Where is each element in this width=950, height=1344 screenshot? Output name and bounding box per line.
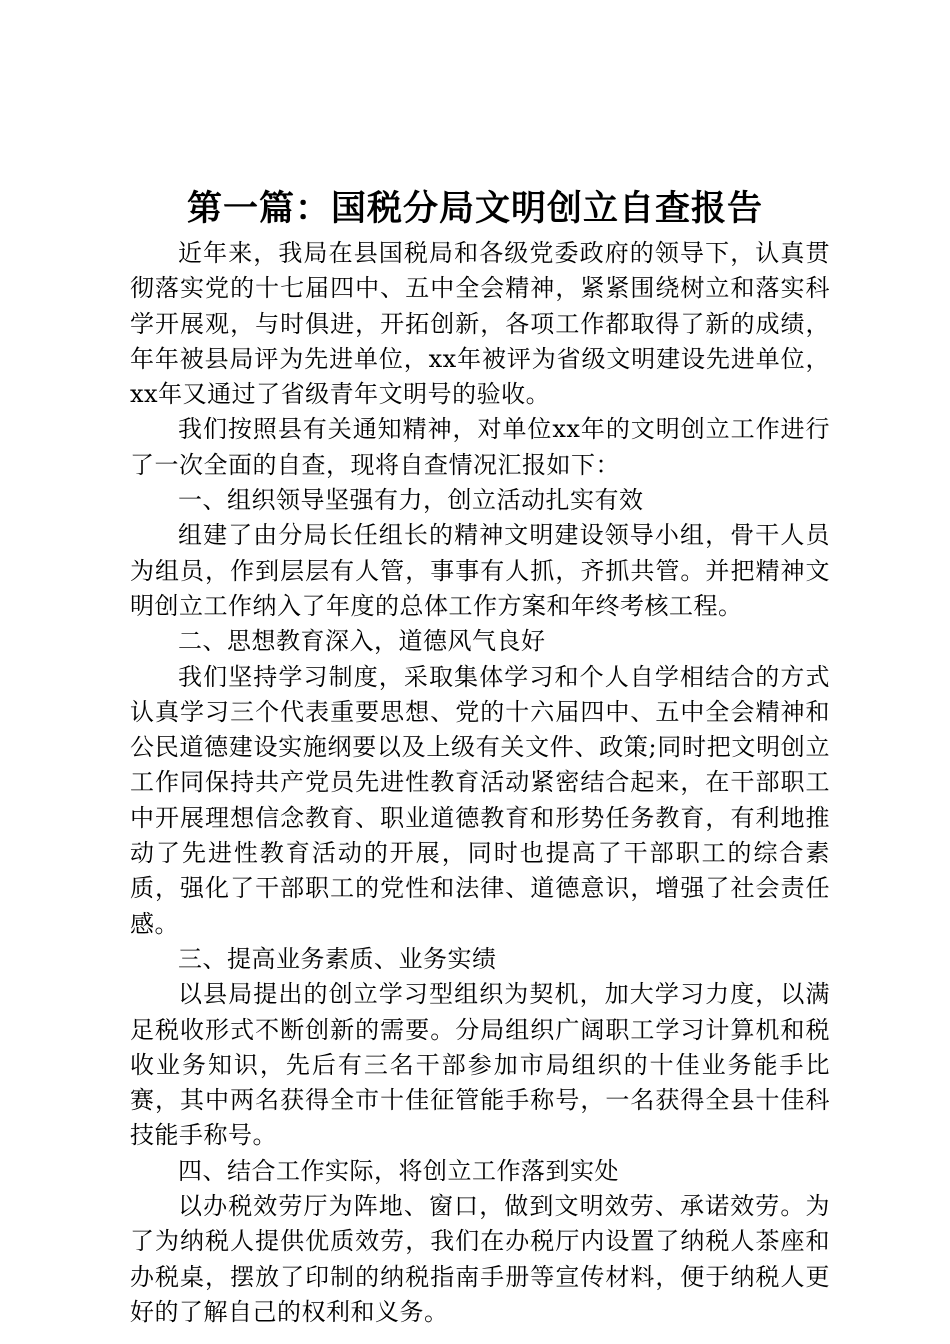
section-heading-3: 三、提高业务素质、业务实绩 xyxy=(178,944,497,973)
document-title: 第一篇：国税分局文明创立自查报告 xyxy=(186,188,763,229)
section-heading-4: 四、结合工作实际，将创立工作落到实处 xyxy=(178,1156,619,1185)
paragraph-section-1: 组建了由分局长任组长的精神文明建设领导小组，骨干人员为组员，作到层层有人管，事事有人抓，齐抓共管。并把精神文明创立工作纳入了年度的总体工作方案和年终考核工程。 xyxy=(130,521,830,620)
paragraph-self-check: 我们按照县有关通知精神，对单位xx年的文明创立工作进行了一次全面的自查，现将自查情况汇报如下： xyxy=(130,415,830,479)
section-heading-2: 二、思想教育深入，道德风气良好 xyxy=(178,627,546,656)
document-body xyxy=(130,236,830,1330)
paragraph-section-4: 以办税效劳厅为阵地、窗口，做到文明效劳、承诺效劳。为了为纳税人提供优质效劳，我们在办税厅内设置了纳税人茶座和办税桌，摆放了印制的纳税指南手册等宣传材料，便于纳税人更好的了解自己的权利和义务。 xyxy=(130,1192,830,1326)
paragraph-section-2: 我们坚持学习制度，采取集体学习和个人自学相结合的方式认真学习三个代表重要思想、党的十六届四中、五中全会精神和公民道德建设实施纲要以及上级有关文件、政策;同时把文明创立工作同保持共产党员先进性教育活动紧密结合起来，在干部职工中开展理想信念教育、职业道德教育和形势任务教育，有利地推动了先进性教育活动的开展，同时也提高了干部职工的综合素质，强化了干部职工的党性和法律、道德意识，增强了社会责任感。 xyxy=(130,662,830,938)
section-heading-1: 一、组织领导坚强有力，创立活动扎实有效 xyxy=(178,486,644,515)
paragraph-intro: 近年来，我局在县国税局和各级党委政府的领导下，认真贯彻落实党的十七届四中、五中全会精神，紧紧围绕树立和落实科学开展观，与时俱进，开拓创新，各项工作都取得了新的成绩，年年被县局评为先进单位，xx年被评为省级文明建设先进单位，xx年又通过了省级青年文明号的验收。 xyxy=(130,239,830,409)
paragraph-section-3: 以县局提出的创立学习型组织为契机，加大学习力度，以满足税收形式不断创新的需要。分局组织广阔职工学习计算机和税收业务知识，先后有三名干部参加市局组织的十佳业务能手比赛，其中两名获得全市十佳征管能手称号，一名获得全县十佳科技能手称号。 xyxy=(130,980,830,1150)
